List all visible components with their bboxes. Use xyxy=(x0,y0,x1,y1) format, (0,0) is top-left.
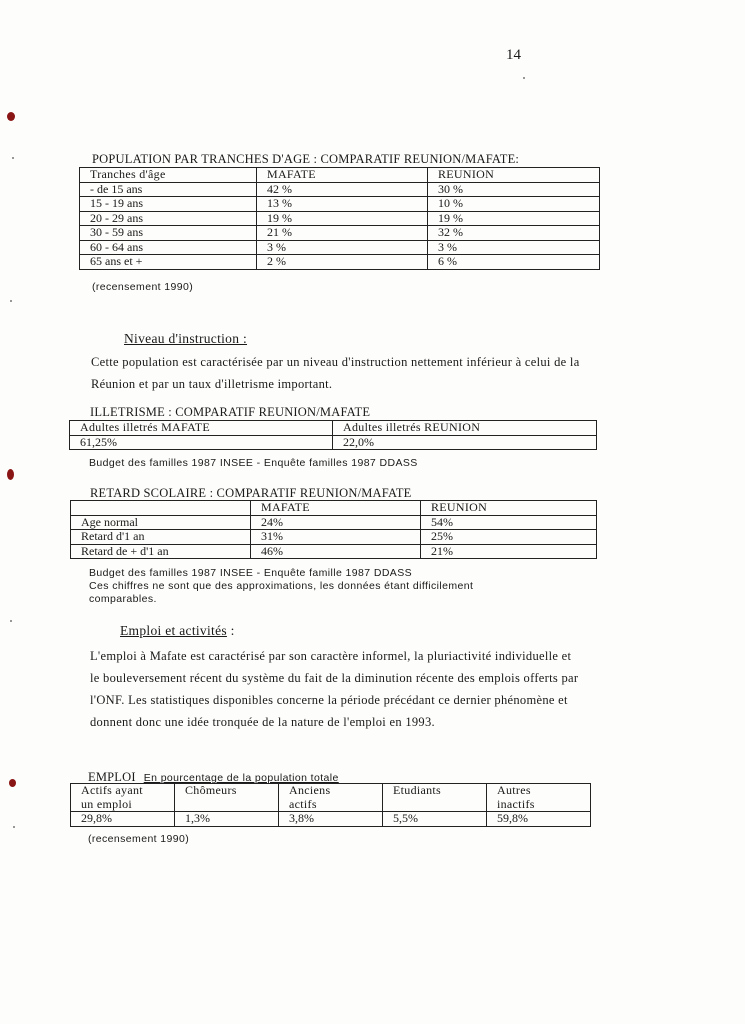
table-row xyxy=(80,255,600,270)
column-header xyxy=(487,784,591,812)
table-cell: 25% xyxy=(421,530,597,545)
column-header: MAFATE xyxy=(257,168,428,183)
column-header: Tranches d'âge xyxy=(80,168,257,183)
table-cell: 60 - 64 ans xyxy=(80,240,257,255)
table-cell: 30 - 59 ans xyxy=(80,226,257,241)
retard-table-header-row xyxy=(71,501,597,516)
table-cell: Retard d'1 an xyxy=(71,530,251,545)
instruction-heading: Niveau d'instruction : xyxy=(124,331,248,346)
column-header-line: Chômeurs xyxy=(185,783,237,797)
table-cell: 59,8% xyxy=(487,812,591,827)
column-header-line: Etudiants xyxy=(393,783,442,797)
punch-hole-mark xyxy=(9,779,16,787)
retard-table-caption: RETARD SCOLAIRE : COMPARATIF REUNION/MAFATE xyxy=(90,486,412,500)
table-cell: 31% xyxy=(251,530,421,545)
column-header xyxy=(279,784,383,812)
retard-table-note-line1: Ces chiffres ne sont que des approximations, les données étant difficilement xyxy=(89,580,474,592)
table-cell: 21% xyxy=(421,544,597,559)
table-cell: 20 - 29 ans xyxy=(80,211,257,226)
emploi-table-source: (recensement 1990) xyxy=(88,833,190,845)
column-header-line: Actifs ayant xyxy=(81,783,143,797)
column-header: Adultes illetrés REUNION xyxy=(333,421,597,436)
scan-speck xyxy=(10,620,12,622)
table-cell: 2 % xyxy=(257,255,428,270)
table-cell: 30 % xyxy=(428,182,600,197)
punch-hole-mark xyxy=(7,112,15,121)
table-cell: 46% xyxy=(251,544,421,559)
table-cell: 29,8% xyxy=(71,812,175,827)
emploi-heading-line xyxy=(120,623,235,639)
table-row xyxy=(80,211,600,226)
column-header: MAFATE xyxy=(251,501,421,516)
column-header-line: Autres xyxy=(497,783,531,797)
scan-speck xyxy=(12,157,14,159)
retard-table-note-line2: comparables. xyxy=(89,593,157,605)
table-cell: 10 % xyxy=(428,197,600,212)
table-row xyxy=(80,226,600,241)
column-header: REUNION xyxy=(421,501,597,516)
emploi-heading: Emploi et activités xyxy=(120,623,227,638)
table-cell: 19 % xyxy=(428,211,600,226)
scan-speck xyxy=(13,826,15,828)
scan-speck xyxy=(523,77,525,79)
column-header-line: actifs xyxy=(289,796,317,811)
illetrisme-table-caption: ILLETRISME : COMPARATIF REUNION/MAFATE xyxy=(90,405,371,419)
table-cell: 21 % xyxy=(257,226,428,241)
age-table-header-row xyxy=(80,168,600,183)
column-header xyxy=(175,784,279,812)
table-row xyxy=(80,240,600,255)
table-cell: 5,5% xyxy=(383,812,487,827)
emploi-table-header-row xyxy=(71,784,591,812)
emploi-heading-suffix: : xyxy=(226,623,235,638)
retard-table-source: Budget des familles 1987 INSEE - Enquête famille 1987 DDASS xyxy=(89,567,413,579)
table-cell: 65 ans et + xyxy=(80,255,257,270)
table-row xyxy=(80,197,600,212)
emploi-table-caption: EMPLOI xyxy=(88,770,136,784)
table-row xyxy=(70,435,597,450)
retard-table xyxy=(70,500,597,559)
emploi-table xyxy=(70,783,591,827)
column-header: REUNION xyxy=(428,168,600,183)
illetrisme-table-header-row xyxy=(70,421,597,436)
table-cell: 3 % xyxy=(257,240,428,255)
age-table-caption: POPULATION PAR TRANCHES D'AGE : COMPARATIF REUNION/MAFATE: xyxy=(92,152,520,166)
table-cell: 1,3% xyxy=(175,812,279,827)
table-row xyxy=(71,530,597,545)
table-cell: - de 15 ans xyxy=(80,182,257,197)
table-cell: 24% xyxy=(251,515,421,530)
illetrisme-table xyxy=(69,420,597,450)
column-header-line: Anciens xyxy=(289,783,331,797)
table-cell: 42 % xyxy=(257,182,428,197)
table-cell: 6 % xyxy=(428,255,600,270)
emploi-paragraph: L'emploi à Mafate est caractérisé par son caractère informel, la pluriactivité individuelle et le bouleversement récent du système du fait de la diminution récente des emplois offerts par l'ONF. Les statistiques disponibles concerne la période précédant ce dernier phénomène et donnent donc une idée tronquée de la nature de l'emploi en 1993. xyxy=(90,649,579,729)
illetrisme-table-source: Budget des familles 1987 INSEE - Enquête familles 1987 DDASS xyxy=(89,457,418,469)
age-table-source: (recensement 1990) xyxy=(92,281,194,293)
instruction-paragraph: Cette population est caractérisée par un niveau d'instruction nettement inférieur à celui de la Réunion et par un taux d'illetrisme important. xyxy=(91,355,580,391)
table-cell: 3,8% xyxy=(279,812,383,827)
table-row xyxy=(71,544,597,559)
table-cell: 32 % xyxy=(428,226,600,241)
punch-hole-mark xyxy=(7,469,14,480)
table-cell: 61,25% xyxy=(70,435,333,450)
column-header xyxy=(71,501,251,516)
column-header xyxy=(71,784,175,812)
table-row xyxy=(71,812,591,827)
table-cell: 54% xyxy=(421,515,597,530)
table-cell: 22,0% xyxy=(333,435,597,450)
table-cell: 3 % xyxy=(428,240,600,255)
emploi-table-subcaption: En pourcentage de la population totale xyxy=(143,772,339,784)
table-cell: Age normal xyxy=(71,515,251,530)
column-header-line: inactifs xyxy=(497,796,535,811)
table-cell: Retard de + d'1 an xyxy=(71,544,251,559)
table-row xyxy=(80,182,600,197)
column-header: Adultes illetrés MAFATE xyxy=(70,421,333,436)
table-cell: 19 % xyxy=(257,211,428,226)
age-table xyxy=(79,167,600,270)
table-cell: 13 % xyxy=(257,197,428,212)
table-row xyxy=(71,515,597,530)
scan-speck xyxy=(10,300,12,302)
table-cell: 15 - 19 ans xyxy=(80,197,257,212)
page-number: 14 xyxy=(506,47,521,63)
column-header-line: un emploi xyxy=(81,796,133,811)
column-header xyxy=(383,784,487,812)
